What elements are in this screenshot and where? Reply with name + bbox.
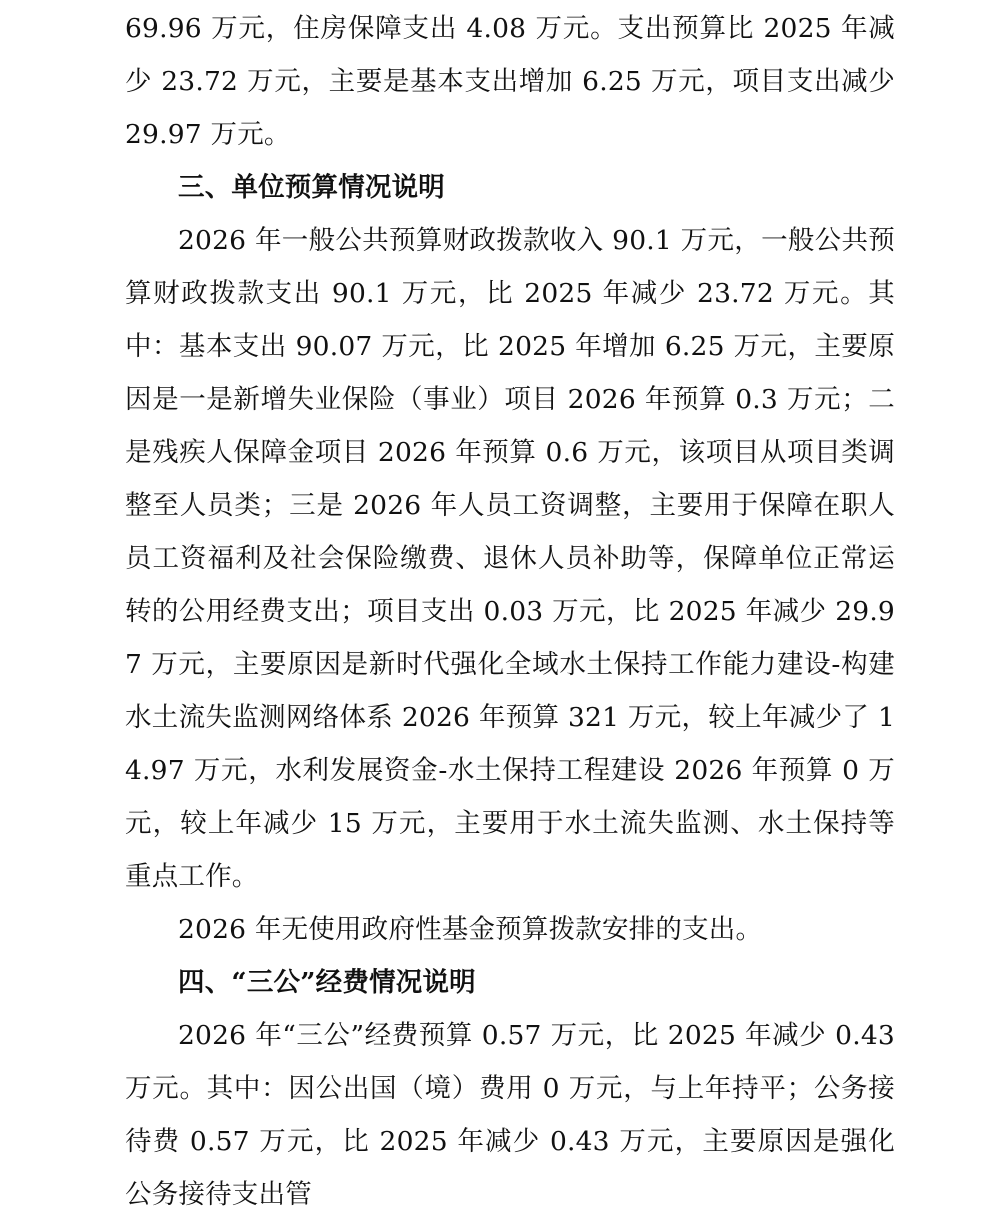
paragraph-three-public-expenses: 2026 年“三公”经费预算 0.57 万元，比 2025 年减少 0.43 万元。其中：因公出国（境）费用 0 万元，与上年持平；公务接待费 0.57 万元，比 2025 年减少 0.43 万元，主要原因是强化公务接待支出管 (125, 1020, 895, 1210)
paragraph-unit-budget-explanation: 2026 年一般公共预算财政拨款收入 90.1 万元，一般公共预算财政拨款支出 90.1 万元，比 2025 年减少 23.72 万元。其中：基本支出 90.07 万元，比 2025 年增加 6.25 万元，主要原因是一是新增失业保险（事业）项目 2026 年预算 0.3 万元；二是残疾人保障金项目 2026 年预算 0.6 万元，该项目从项目类调整至人员类；三是 2026 年人员工资调整，主要用于保障在职人员工资福利及社会保险缴费、退休人员补助等，保障单位正常运转的公用经费支出；项目支出 0.03 万元，比 2025 年减少 29.97 万元，主要原因是新时代强化全域水土保持工作能力建设-构建水土流失监测网络体系 2026 年预算 321 万元，较上年减少了 14.97 万元，水利发展资金-水土保持工程建设 2026 年预算 0 万元，较上年减少 15 万元，主要用于水土流失监测、水土保持等重点工作。 (125, 225, 895, 892)
paragraph-budget-expenditure-continued: 69.96 万元，住房保障支出 4.08 万元。支出预算比 2025 年减少 23.72 万元，主要是基本支出增加 6.25 万元，项目支出减少 29.97 万元。 (125, 13, 895, 150)
section-heading-three: 三、单位预算情况说明 (178, 172, 445, 203)
document-body (125, 0, 895, 1221)
section-heading-four: 四、“三公”经费情况说明 (178, 967, 476, 998)
paragraph-government-fund-budget: 2026 年无使用政府性基金预算拨款安排的支出。 (178, 914, 763, 945)
